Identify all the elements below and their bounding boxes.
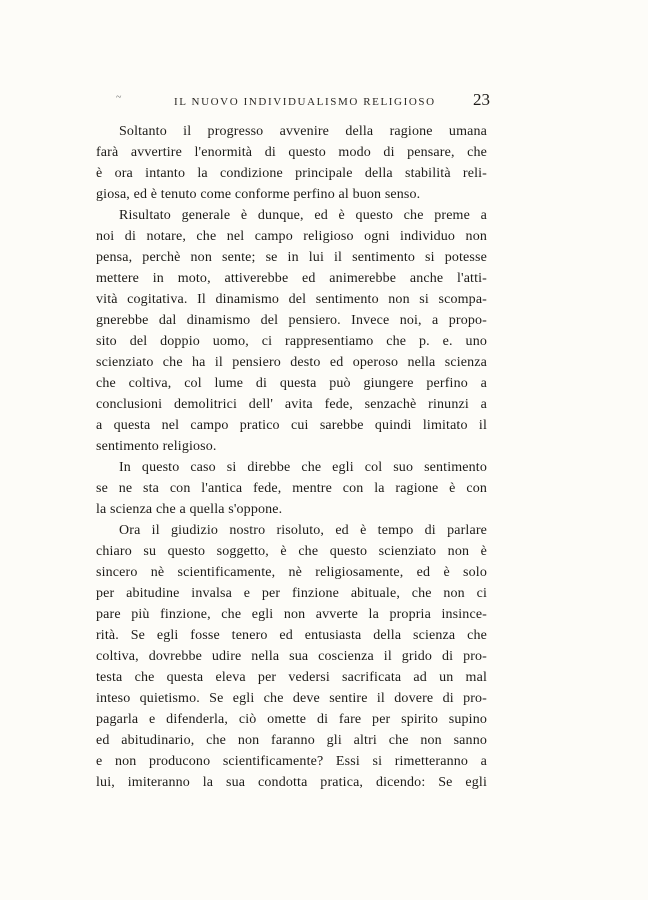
text-line: Risultato generale è dunque, ed è questo che preme a [119,208,487,223]
text-line: la scienza che a quella s'oppone. [96,502,283,517]
margin-mark: ~ [116,92,122,103]
text-line: inteso quietismo. Se egli che deve sentire il dovere di pro- [96,691,487,706]
text-line: sentimento religioso. [96,439,217,454]
text-line: lui, imiteranno la sua condotta pratica, dicendo: Se egli [96,775,487,790]
text-line: coltiva, dovrebbe udire nella sua coscienza il grido di pro- [96,649,487,664]
text-line: farà avvertire l'enormità di questo modo di pensare, che [96,145,487,160]
text-line: per abitudine invalsa e per finzione abituale, che non ci [96,586,487,601]
text-line: che coltiva, col lume di questa può giungere perfino a [96,376,487,391]
running-title: IL NUOVO INDIVIDUALISMO RELIGIOSO [174,96,436,108]
text-line: conclusioni demolitrici dell' avita fede, senzachè rinunzi a [96,397,487,412]
text-line: chiaro su questo soggetto, è che questo scienziato non è [96,544,487,559]
text-line: Soltanto il progresso avvenire della ragione umana [119,124,487,139]
page-number: 23 [473,90,490,109]
text-line: gnerebbe dal dinamismo del pensiero. Invece noi, a propo- [96,313,487,328]
page-header [112,90,490,110]
text-line: ed abitudinario, che non faranno gli altri che non sanno [96,733,487,748]
text-line: è ora intanto la condizione principale della stabilità reli- [96,166,487,181]
body-text [96,121,487,793]
text-line: se ne sta con l'antica fede, mentre con la ragione è con [96,481,487,496]
text-line: sito del doppio uomo, ci rappresentiamo che p. e. uno [96,334,487,349]
text-line: Ora il giudizio nostro risoluto, ed è tempo di parlare [119,523,487,538]
text-line: rità. Se egli fosse tenero ed entusiasta della scienza che [96,628,487,643]
text-line: vità cogitativa. Il dinamismo del sentimento non si scompa- [96,292,487,307]
text-line: pagarla e difenderla, ciò omette di fare per spirito supino [96,712,487,727]
text-line: scienziato che ha il pensiero desto ed operoso nella scienza [96,355,487,370]
text-line: testa che questa eleva per vedersi sacrificata ad un mal [96,670,487,685]
text-line: pensa, perchè non sente; se in lui il sentimento si potesse [96,250,487,265]
text-line: noi di notare, che nel campo religioso ogni individuo non [96,229,487,244]
text-line: e non producono scientificamente? Essi si rimetteranno a [96,754,487,769]
text-line: giosa, ed è tenuto come conforme perfino al buon senso. [96,187,421,202]
text-line: sincero nè scientificamente, nè religiosamente, ed è solo [96,565,487,580]
text-line: a questa nel campo pratico cui sarebbe quindi limitato il [96,418,487,433]
text-line: mettere in moto, attiverebbe ed animerebbe anche l'atti- [96,271,487,286]
text-line: pare più finzione, che egli non avverte la propria insince- [96,607,487,622]
text-line: In questo caso si direbbe che egli col suo sentimento [119,460,487,475]
